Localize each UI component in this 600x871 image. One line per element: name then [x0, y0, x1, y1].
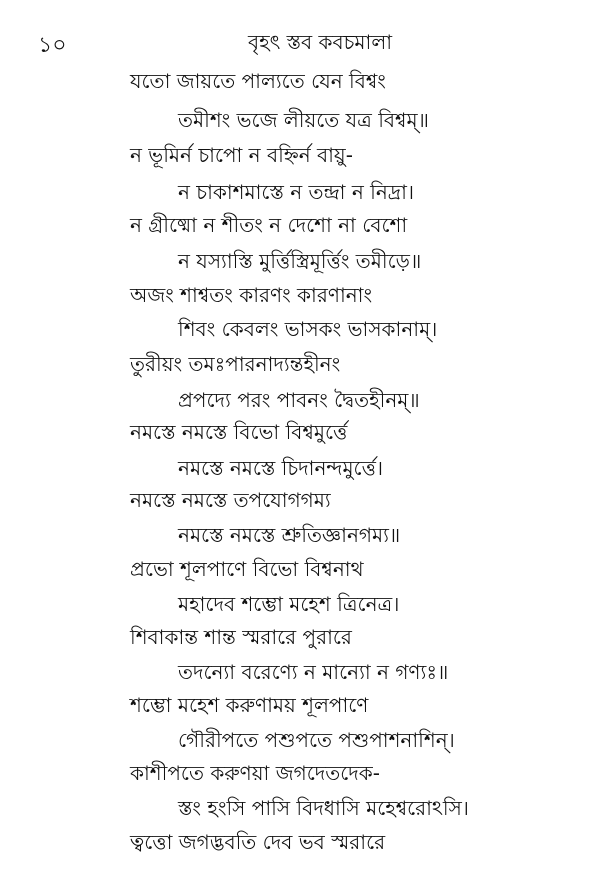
verse-line: মহাদেব শম্ভো মহেশ ত্রিনেত্র।	[178, 592, 400, 616]
verse-line: শিবাকান্ত শান্ত স্মরারে পুরারে	[130, 625, 352, 649]
verse-line: তমীশং ভজে লীয়তে যত্র বিশ্বম্॥	[178, 108, 429, 132]
verse-line: কাশীপতে করুণয়া জগদেতদেক-	[130, 761, 380, 785]
verse-line: নমস্তে নমস্তে চিদানন্দমুর্ত্তে।	[178, 456, 384, 480]
verse-line: ন ভূমির্ন চাপো ন বহ্নির্ন বায়ু-	[130, 143, 353, 167]
verse-line: ন যস্যাস্তি মুর্ত্তিস্ত্রিমূর্ত্তিং তমীড়ে॥	[178, 249, 422, 273]
verse-line: ন চাকাশমাস্তে ন তন্দ্রা ন নিদ্রা।	[178, 180, 415, 204]
verse-line: গৌরীপতে পশুপতে পশুপাশনাশিন্।	[178, 728, 455, 752]
verse-line: তদন্যো বরেণ্যে ন মান্যো ন গণ্যঃ॥	[178, 660, 449, 684]
verse-line: নমস্তে নমস্তে তপযোগগম্য	[130, 488, 331, 512]
verse-line: শম্ভো মহেশ করুণাময় শূলপাণে	[130, 693, 369, 717]
verse-line: নমস্তে নমস্তে বিভো বিশ্বমুর্ত্তে	[130, 420, 348, 444]
verse-line: যতো জায়তে পাল্যতে যেন বিশ্বং	[130, 69, 386, 93]
running-title: বৃহৎ স্তব কবচমালা	[247, 30, 393, 54]
verse-line: নমস্তে নমস্তে শ্রুতিজ্ঞানগম্য॥	[178, 523, 401, 547]
verse-line: ন গ্রীষ্মো ন শীতং ন দেশো না বেশো	[130, 213, 408, 237]
verse-line: প্রভো শূলপাণে বিভো বিশ্বনাথ	[130, 557, 364, 581]
verse-line: তুরীয়ং তমঃপারনাদ্যন্তহীনং	[130, 352, 341, 376]
verse-line: প্রপদ্যে পরং পাবনং দ্বৈতহীনম্॥	[178, 388, 420, 412]
page-number: ১০	[38, 33, 67, 58]
verse-line: অজং শাশ্বতং কারণং কারণানাং	[130, 283, 373, 307]
verse-line: স্তং হংসি পাসি বিদধাসি মহেশ্বরোঽসি।	[178, 796, 469, 820]
verse-line: শিবং কেবলং ভাসকং ভাসকানাম্।	[178, 317, 438, 341]
verse-line: ত্বত্তো জগদ্ভবতি দেব ভব স্মরারে	[130, 830, 386, 854]
page-header	[0, 20, 600, 60]
